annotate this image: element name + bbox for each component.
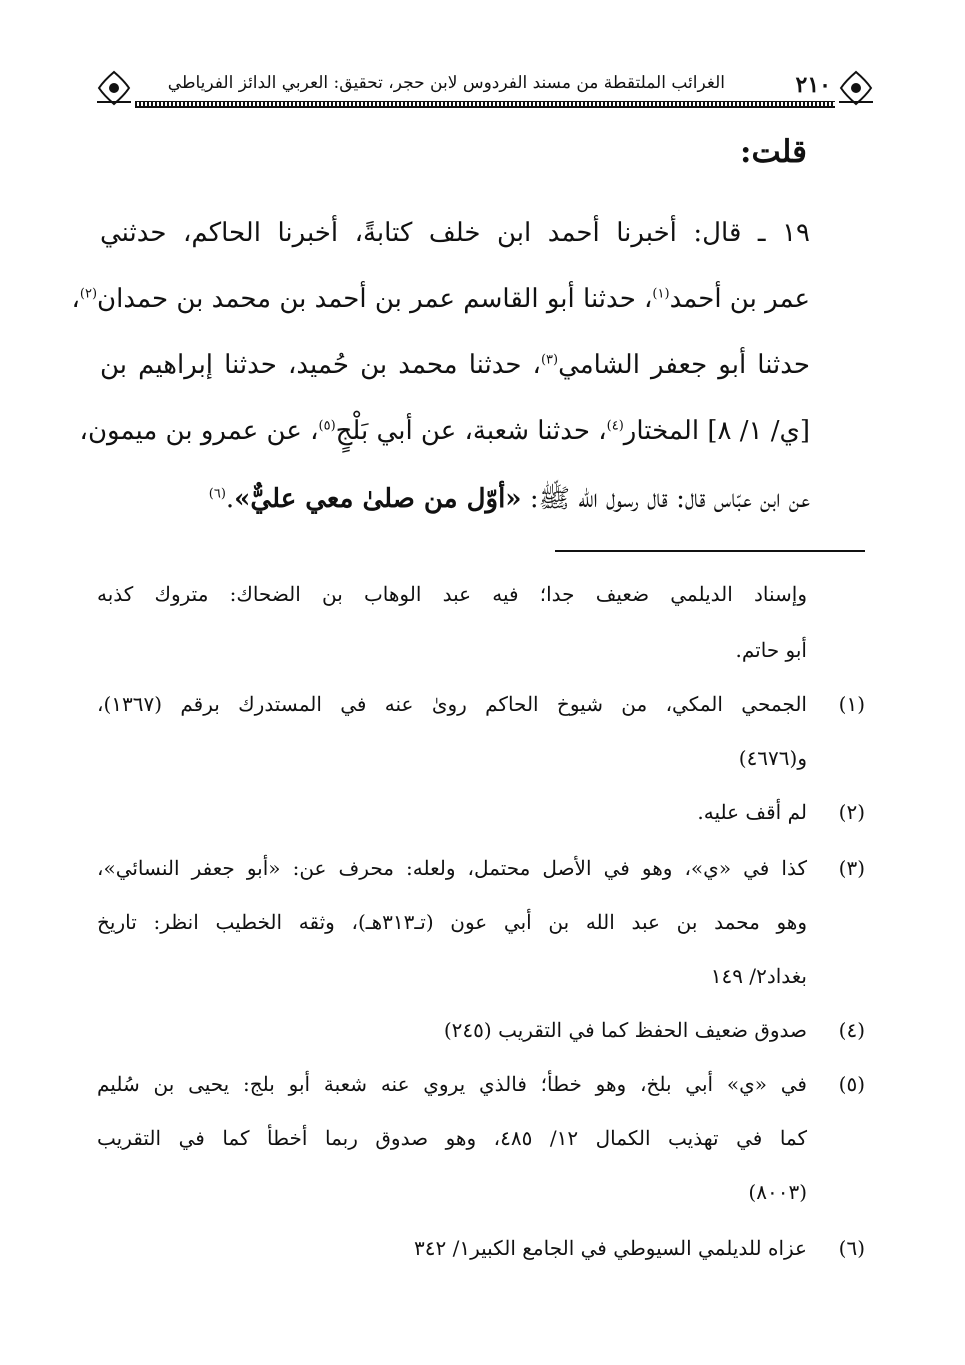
entry-line	[100, 350, 810, 380]
footnote-number: (٢)	[838, 800, 865, 824]
footnote-number: (٣)	[838, 856, 865, 880]
footnote-text: و(٤٦٧٦)	[738, 746, 807, 770]
footnote-intro: وإسناد الديلمي ضعيف جدا؛ فيه عبد الوهاب بن الضحاك: متروك كذبه	[97, 582, 807, 606]
footnote-number: (١)	[838, 692, 865, 716]
header-rule	[135, 106, 835, 108]
footnote-text: صدوق ضعيف الحفظ كما في التقريب (٢٤٥)	[443, 1018, 807, 1042]
entry-text: ١٩ ـ قال: أخبرنا أحمد ابن خلف كتابةً، أخبرنا الحاكم، حدثني	[100, 218, 810, 248]
footnote-text: لم أقف عليه.	[697, 800, 807, 824]
section-heading: قلت:	[740, 134, 807, 170]
entry-text: ، حدثنا محمد بن حُميد، حدثنا إبراهيم بن	[100, 350, 541, 380]
footnote-ref[interactable]: (٤)	[606, 418, 624, 434]
entry-text: .	[225, 484, 235, 514]
running-header	[95, 66, 875, 110]
footnote-text: عزاه للديلمي السيوطي في الجامع الكبير١/ ٣٤٢	[413, 1236, 807, 1260]
footnote-number: (٤)	[838, 1018, 865, 1042]
running-title: الغرائب الملتقطة من مسند الفردوس لابن حجر، تحقيق: العربي الدائز الفرياطي	[167, 73, 725, 93]
footnote-text: في «ي» أبي بلخ، وهو خطأ؛ فالذي يروي عنه شعبة أبو بلج: يحيى بن سُليم	[97, 1072, 807, 1096]
entry-text: [ي/ ١/ ٨] المختار	[623, 416, 810, 446]
footnote-ref[interactable]: (٣)	[540, 352, 559, 368]
hadith-text: «أوّل من صلىٰ معي عليٌّ»	[234, 484, 522, 514]
footnote-intro: أبو حاتم.	[735, 638, 807, 662]
entry-text: ، حدثنا شعبة، عن أبي بَلْجٍ	[335, 416, 607, 446]
footnote-text: كذا في «ي»، وهو في الأصل محتمل، ولعله: محرف عن: «أبو جعفر النسائي»،	[97, 856, 807, 880]
footnote-text: كما في تهذيب الكمال ١٢/ ٤٨٥، وهو صدوق ربما أخطأ كما في التقريب	[97, 1126, 808, 1150]
footnote-ref[interactable]: (٦)	[208, 486, 226, 502]
entry-line	[79, 416, 810, 446]
left-ornament-icon	[95, 68, 133, 106]
page-number: ٢١٠	[795, 72, 831, 98]
footnote-ref[interactable]: (٢)	[79, 286, 98, 302]
entry-text: ، عن عمرو بن ميمون،	[79, 416, 319, 446]
footnote-separator	[555, 550, 865, 552]
footnote-number: (٥)	[838, 1072, 865, 1096]
entry-text: عمر بن أحمد	[669, 284, 810, 314]
entry-text: ،	[71, 284, 80, 314]
entry-line	[100, 218, 810, 248]
right-ornament-icon	[837, 68, 875, 106]
entry-line	[100, 482, 810, 520]
footnote-ref[interactable]: (١)	[652, 286, 670, 302]
entry-text: عن ابن عبّاس قال: قال رسول الله ﷺ:	[521, 484, 810, 514]
entry-line	[71, 284, 810, 314]
footnote-text: وهو محمد بن عبد الله بن أبي عون (تـ٣١٣هـ)، وثقه الخطيب انظر: تاريخ	[97, 910, 807, 934]
footnote-text: الجمحي المكي، من شيوخ الحاكم روىٰ عنه في المستدرك برقم (١٣٦٧)،	[97, 692, 807, 716]
entry-text: حدثنا أبو جعفر الشامي	[558, 350, 810, 380]
footnote-text: بغداد٢/ ١٤٩	[710, 964, 807, 988]
footnote-ref[interactable]: (٥)	[318, 418, 336, 434]
footnote-text: (٨٠٠٣)	[748, 1180, 807, 1204]
entry-text: ، حدثنا أبو القاسم عمر بن أحمد بن محمد بن حمدان	[97, 284, 653, 314]
footnote-number: (٦)	[838, 1236, 865, 1260]
